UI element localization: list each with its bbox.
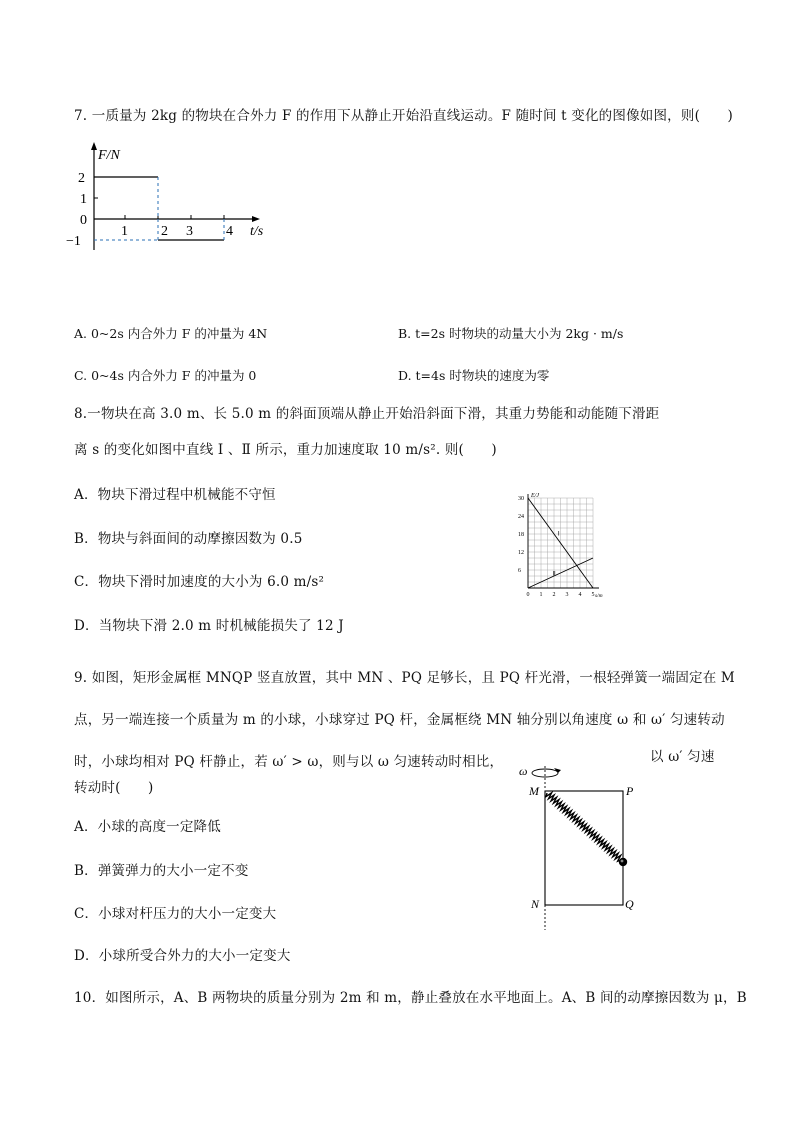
q8-xtick: 1 (539, 592, 543, 598)
q7-ytick-0: 0 (80, 213, 87, 228)
q7-option-b[interactable]: B. t=2s 时物块的动量大小为 2kg · m/s (398, 326, 624, 341)
q8-option-d[interactable]: D．当物块下滑 2.0 m 时机械能损失了 12 J (74, 618, 344, 634)
q8-stem-line2: 离 s 的变化如图中直线 Ⅰ 、Ⅱ 所示，重力加速度取 10 m/s². 则( ) (74, 442, 497, 458)
q7-xtick-2: 2 (161, 224, 168, 239)
q8-y-label: E/J (531, 493, 539, 499)
q7-ytick-1: 1 (80, 192, 87, 207)
q7-force-time-graph (64, 138, 274, 258)
q7-ytick-neg1: −1 (66, 234, 81, 249)
q9-ball (619, 858, 627, 866)
q8-ytick: 6 (518, 568, 521, 574)
q8-ytick: 12 (518, 550, 524, 556)
q9-spring (546, 793, 621, 861)
q7-stem: 7. 一质量为 2kg 的物块在合外力 F 的作用下从静止开始沿直线运动。F 随时间 t 变化的图像如图，则( ) (74, 108, 733, 124)
q7-y-label: F/N (98, 148, 120, 163)
q9-stem-line2: 点，另一端连接一个质量为 m 的小球，小球穿过 PQ 杆，金属框绕 MN 轴分别以角速度 ω 和 ω′ 匀速转动 (74, 712, 725, 728)
q7-y-axis-arrow (91, 142, 97, 150)
q9-option-c[interactable]: C．小球对杆压力的大小一定变大 (74, 906, 277, 922)
q9-stem-line1: 9. 如图，矩形金属框 MNQP 竖直放置，其中 MN 、PQ 足够长，且 PQ 杆光滑，一根轻弹簧一端固定在 M (74, 670, 735, 686)
q8-series-label-2: Ⅱ (552, 571, 556, 578)
q8-stem-line1: 8.一物块在高 3.0 m、长 5.0 m 的斜面顶端从静止开始沿斜面下滑，其重力势能和动能随下滑距 (74, 406, 660, 422)
q9-option-d[interactable]: D．小球所受合外力的大小一定变大 (74, 948, 291, 964)
q8-series-label-1: Ⅰ (557, 531, 560, 538)
q10-stem-line1: 10．如图所示，A、B 两物块的质量分别为 2m 和 m，静止叠放在水平地面上。A、B 间的动摩擦因数为 μ，B (74, 990, 747, 1006)
q7-ytick-2: 2 (78, 171, 85, 186)
q8-option-b[interactable]: B．物块与斜面间的动摩擦因数为 0.5 (74, 531, 303, 547)
q8-ytick: 18 (518, 532, 524, 538)
q9-omega-label: ω (519, 764, 528, 778)
q8-ytick: 24 (518, 514, 524, 520)
q8-xtick: 3 (565, 592, 569, 598)
q9-label-m: M (529, 784, 539, 798)
q8-option-a[interactable]: A．物块下滑过程中机械能不守恒 (74, 487, 276, 503)
q9-rotating-frame-figure (515, 762, 645, 932)
q8-xtick: 4 (578, 592, 582, 598)
q9-label-n: N (531, 897, 540, 911)
q8-xtick: 5 (591, 592, 595, 598)
q7-option-a[interactable]: A. 0~2s 内合外力 F 的冲量为 4N (74, 326, 268, 341)
q7-option-d[interactable]: D. t=4s 时物块的速度为零 (398, 368, 550, 383)
q8-xtick: 0 (526, 592, 530, 598)
q9-option-b[interactable]: B．弹簧弹力的大小一定不变 (74, 863, 249, 879)
q9-stem-line4: 转动时( ) (74, 780, 154, 796)
q7-x-label: t/s (250, 224, 264, 239)
q8-option-c[interactable]: C．物块下滑时加速度的大小为 6.0 m/s² (74, 574, 325, 590)
q7-xtick-1: 1 (121, 224, 128, 239)
q9-label-p: P (626, 784, 634, 798)
q7-xtick-4: 4 (226, 224, 233, 239)
q9-stem-line3-tail: 以 ω′ 匀速 (650, 749, 715, 765)
q8-xtick: 2 (552, 592, 556, 598)
q7-xtick-3: 3 (186, 224, 193, 239)
q8-x-label: s/m (595, 593, 603, 599)
q9-stem-line3: 时，小球均相对 PQ 杆静止，若 ω′ > ω，则与以 ω 匀速转动时相比， (74, 754, 504, 770)
q9-option-a[interactable]: A．小球的高度一定降低 (74, 819, 221, 835)
q7-option-c[interactable]: C. 0~4s 内合外力 F 的冲量为 0 (74, 368, 257, 383)
q8-energy-chart (508, 488, 616, 606)
q7-x-axis-arrow (252, 216, 260, 222)
q8-ytick: 30 (518, 496, 524, 502)
q9-label-q: Q (625, 897, 634, 911)
q9-metal-frame (545, 791, 623, 905)
